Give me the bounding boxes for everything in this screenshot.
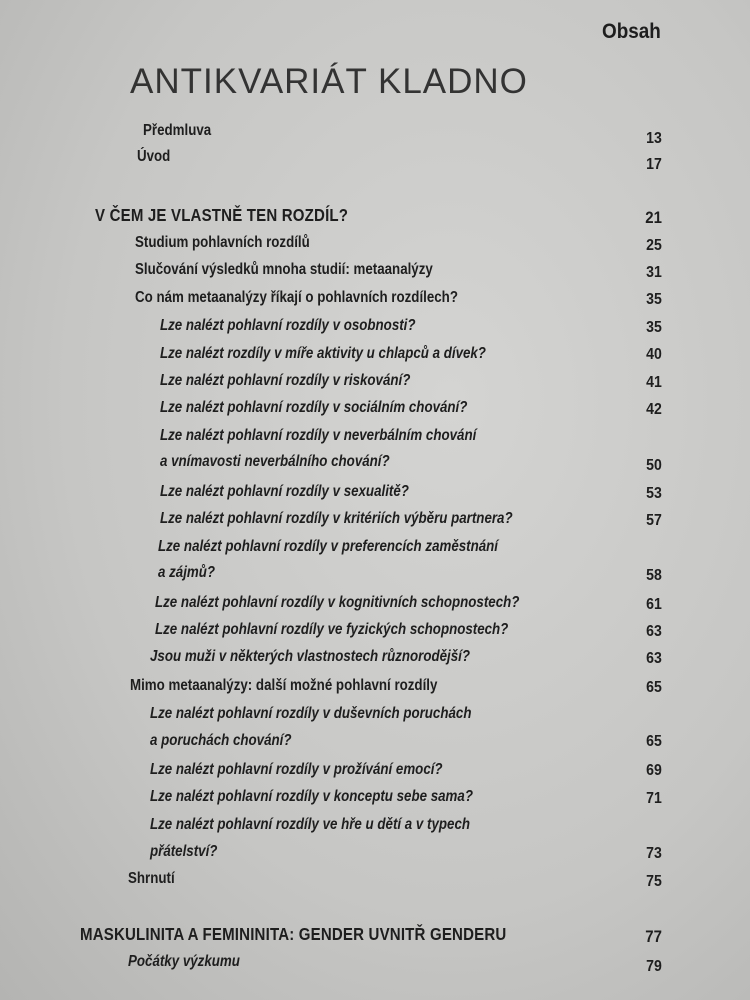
toc-page-number: 63 (646, 623, 662, 640)
toc-page-number: 13 (646, 130, 662, 147)
toc-entry-title: Lze nalézt pohlavní rozdíly v osobnosti? (160, 317, 416, 334)
toc-entry-title: Co nám metaanalýzy říkají o pohlavních rozdílech? (135, 289, 458, 306)
toc-entry-title: Shrnutí (128, 870, 175, 887)
toc-entry-title: Lze nalézt pohlavní rozdíly ve hře u dětí a v typech (150, 816, 471, 833)
toc-entry-title: a zájmů? (158, 564, 216, 581)
toc-entry-title: Lze nalézt pohlavní rozdíly v sociálním chování? (160, 399, 468, 416)
toc-page-number: 75 (646, 873, 662, 890)
toc-entry-title: Lze nalézt rozdíly v míře aktivity u chlapců a dívek? (160, 345, 486, 362)
toc-page-number: 53 (646, 485, 662, 502)
toc-page-number: 65 (646, 679, 662, 696)
toc-entry-title: V ČEM JE VLASTNĚ TEN ROZDÍL? (95, 205, 349, 225)
toc-entry-title: Lze nalézt pohlavní rozdíly v konceptu sebe sama? (150, 788, 473, 805)
toc-entry-title: Lze nalézt pohlavní rozdíly v neverbálním chování (160, 427, 477, 444)
toc-page-number: 25 (646, 237, 662, 254)
toc-page-number: 21 (645, 208, 662, 227)
toc-entry-title: přátelství? (150, 843, 218, 860)
toc-page-number: 61 (646, 596, 662, 613)
toc-entry-title: Mimo metaanalýzy: další možné pohlavní rozdíly (130, 677, 438, 694)
toc-page-number: 42 (646, 401, 662, 418)
toc-entry-title: Lze nalézt pohlavní rozdíly v riskování? (160, 372, 411, 389)
toc-page-number: 41 (646, 374, 662, 391)
toc-page-number: 69 (646, 762, 662, 779)
toc-entry-title: Studium pohlavních rozdílů (135, 234, 310, 251)
toc-entry-title: a poruchách chování? (150, 732, 292, 749)
toc-entry-title: a vnímavosti neverbálního chování? (160, 453, 390, 470)
toc-page-number: 50 (646, 457, 662, 474)
toc-page-number: 63 (646, 650, 662, 667)
toc-page-number: 79 (646, 958, 662, 975)
toc-page-number: 77 (645, 927, 662, 946)
toc-entry-title: Jsou muži v některých vlastnostech různorodější? (150, 648, 471, 665)
toc-page-number: 58 (646, 567, 662, 584)
toc-page-number: 71 (646, 790, 662, 807)
toc-entry-title: Lze nalézt pohlavní rozdíly v duševních poruchách (150, 705, 472, 722)
toc-entry-title: Slučování výsledků mnoha studií: metaanalýzy (135, 261, 433, 278)
toc-entry-title: Lze nalézt pohlavní rozdíly v sexualitě? (160, 483, 409, 500)
toc-entry-title: Úvod (137, 148, 171, 165)
toc-page-number: 17 (646, 156, 662, 173)
toc-entry-title: Lze nalézt pohlavní rozdíly v prožívání emocí? (150, 761, 443, 778)
page-title: Obsah (602, 20, 661, 43)
toc-entry-title: Lze nalézt pohlavní rozdíly v preferencích zaměstnání (158, 538, 499, 555)
toc-page-number: 35 (646, 291, 662, 308)
toc-page-number: 73 (646, 845, 662, 862)
toc-page-number: 65 (646, 733, 662, 750)
toc-entry-title: Předmluva (143, 122, 212, 139)
toc-page-number: 40 (646, 346, 662, 363)
toc-page-number: 35 (646, 319, 662, 336)
toc-entry-title: Lze nalézt pohlavní rozdíly v kognitivních schopnostech? (155, 594, 520, 611)
toc-entry-title: Lze nalézt pohlavní rozdíly ve fyzických schopnostech? (155, 621, 509, 638)
toc-page-number: 57 (646, 512, 662, 529)
toc-entry-title: MASKULINITA A FEMININITA: GENDER UVNITŘ GENDERU (80, 924, 507, 944)
toc-entry-title: Lze nalézt pohlavní rozdíly v kritériích výběru partnera? (160, 510, 513, 527)
toc-page-number: 31 (646, 264, 662, 281)
watermark-stamp: ANTIKVARIÁT KLADNO (130, 62, 528, 101)
toc-entry-title: Počátky výzkumu (128, 953, 240, 970)
